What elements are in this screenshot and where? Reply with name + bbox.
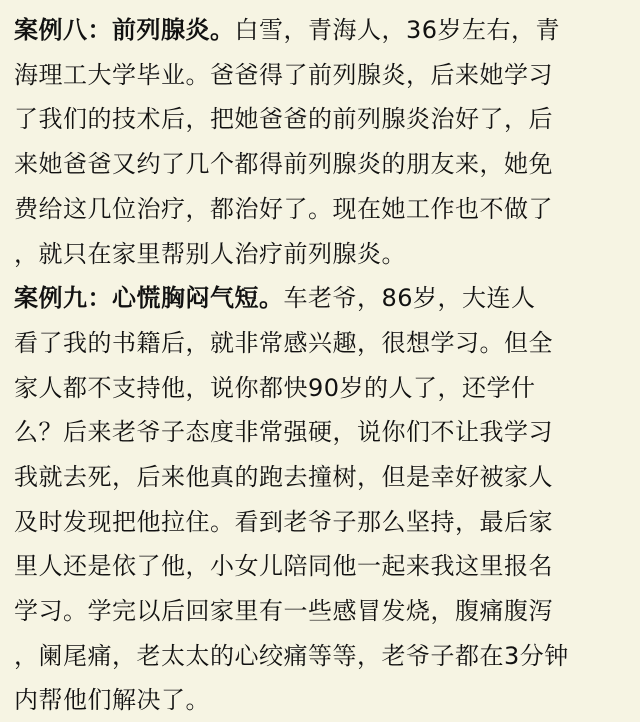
case8-text-line: 来她爸爸又约了几个都得前列腺炎的朋友来，她免 — [14, 150, 553, 178]
case8-text-line: ，就只在家里帮别人治疗前列腺炎。 — [14, 240, 406, 268]
case9-text-line: 内帮他们解决了。 — [14, 686, 210, 714]
case8-text-line: 了我们的技术后，把她爸爸的前列腺炎治好了，后 — [14, 105, 553, 133]
case9-text-line: 看了我的书籍后，就非常感兴趣，很想学习。但全 — [14, 329, 553, 357]
case8-first-line — [14, 14, 560, 46]
case9-text-line: 我就去死，后来他真的跑去撞树，但是幸好被家人 — [14, 463, 553, 491]
case9-heading: 案例九：心慌胸闷气短。 — [14, 284, 284, 312]
case9-text-line: 车老爷，86岁，大连人 — [283, 284, 536, 312]
case9-text-line: 学习。学完以后回家里有一些感冒发烧，腹痛腹泻 — [14, 597, 553, 625]
case9-first-line — [14, 282, 536, 314]
case9-text-line: ，阑尾痛，老太太的心绞痛等等，老爷子都在3分钟 — [14, 642, 569, 670]
case8-heading: 案例八：前列腺炎。 — [14, 16, 235, 44]
case9-text-line: 家人都不支持他，说你都快90岁的人了，还学什 — [14, 374, 536, 402]
case8-text-line: 费给这几位治疗，都治好了。现在她工作也不做了 — [14, 195, 553, 223]
case9-text-line: 么？后来老爷子态度非常强硬，说你们不让我学习 — [14, 418, 553, 446]
case9-text-line: 里人还是依了他，小女儿陪同他一起来我这里报名 — [14, 552, 553, 580]
case9-text-line: 及时发现把他拉住。看到老爷子那么坚持，最后家 — [14, 508, 553, 536]
case8-text-line: 白雪，青海人，36岁左右，青 — [234, 16, 561, 44]
case8-text-line: 海理工大学毕业。爸爸得了前列腺炎，后来她学习 — [14, 61, 553, 89]
